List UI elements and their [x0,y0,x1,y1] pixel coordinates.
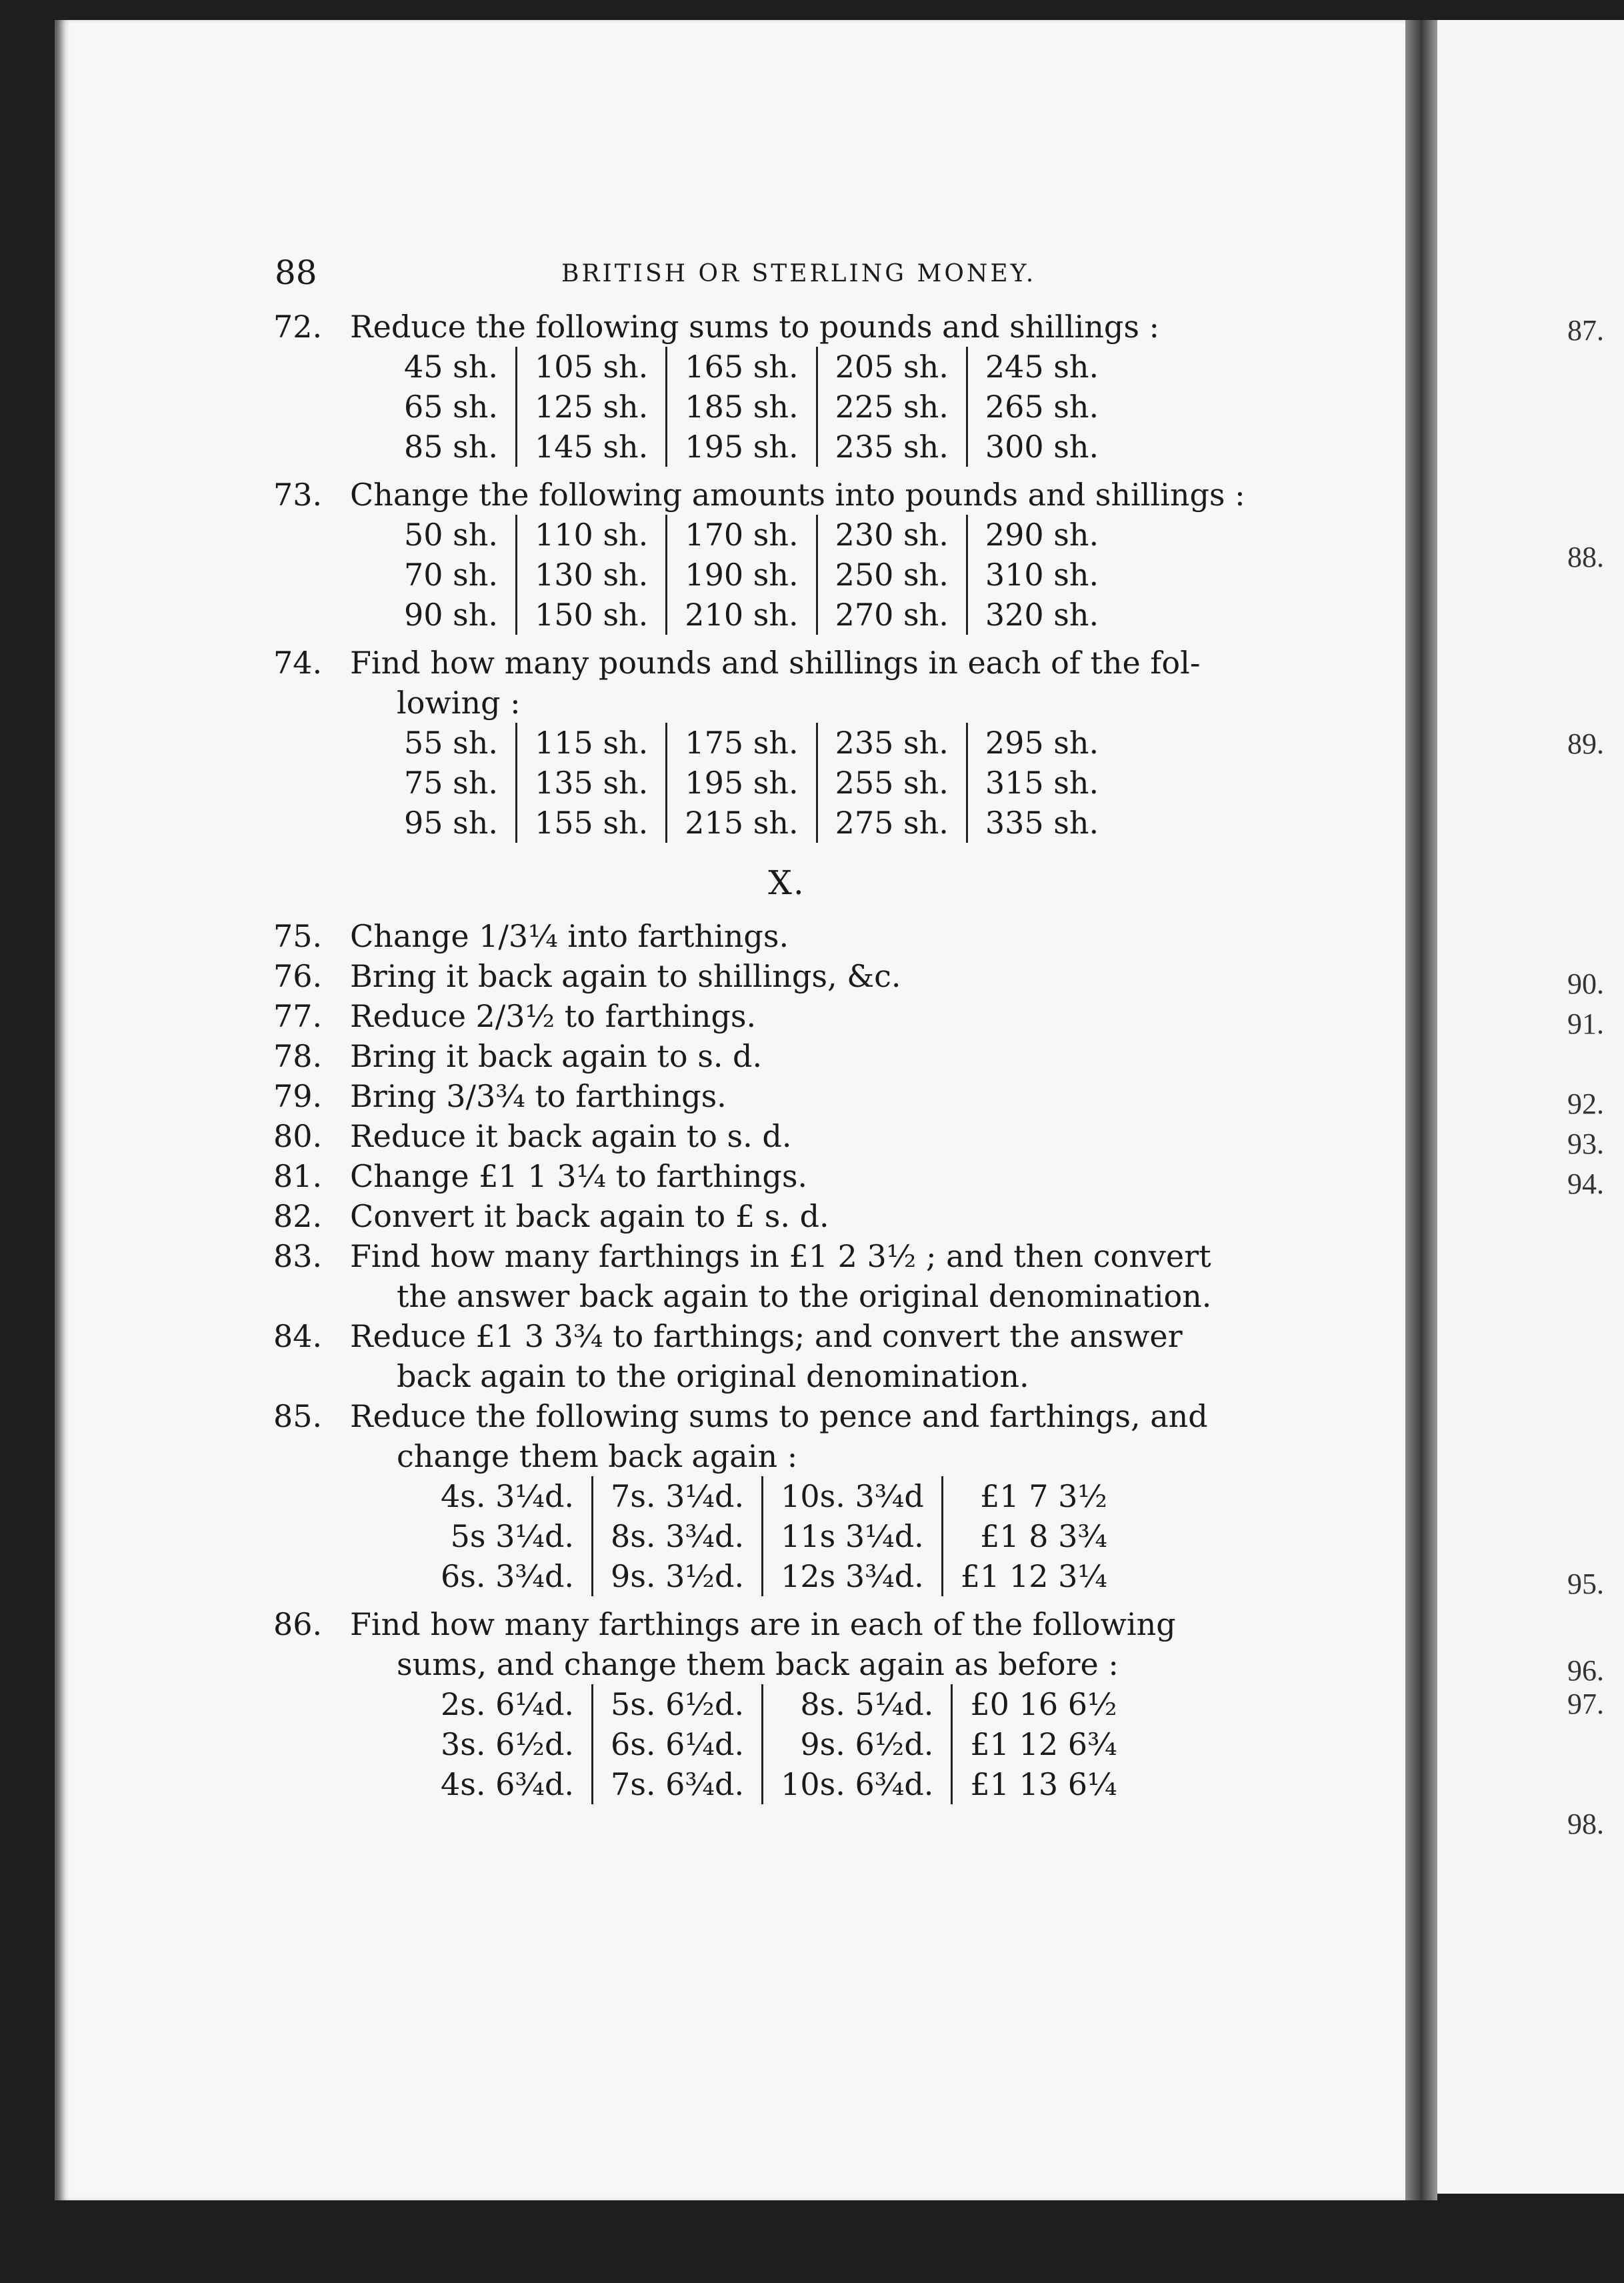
exercise-text: Find how many pounds and shillings in each of the fol- [350,645,1201,681]
table-cell: 250 sh. [817,555,967,595]
exercise-text: Reduce the following sums to pence and farthings, and [350,1398,1208,1434]
exercise-text: Find how many farthings in £1 2 3½ ; and then convert [350,1238,1211,1274]
table-row [387,555,1116,595]
exercise-item [273,1116,1300,1156]
table-row [387,595,1116,635]
exercise-text: Reduce it back again to s. d. [350,1118,792,1154]
table-cell: 125 sh. [517,387,667,427]
exercise-number: 80. [273,1118,323,1154]
exercise-text: Bring it back again to s. d. [350,1038,763,1074]
exercise-number: 81. [273,1158,323,1194]
table-row [387,387,1116,427]
table-cell: 190 sh. [667,555,817,595]
exercise-text: Bring it back again to shillings, &c. [350,958,901,994]
page-header [275,253,1341,300]
exercise-text-continued: lowing : [397,685,521,721]
table-cell: 8s. 5¼d. [763,1684,952,1724]
exercise-item [273,643,1300,723]
exercise-text: Change 1/3¼ into farthings. [350,918,789,954]
table-cell: 10s. 3¾d [763,1476,943,1516]
table-cell: 4s. 3¼d. [441,1478,575,1514]
table-row [387,803,1116,843]
table-cell: 7s. 6¾d. [593,1764,763,1804]
table-cell: 265 sh. [967,387,1116,427]
table-cell: 235 sh. [817,723,967,763]
table-row [423,1764,1135,1804]
table-row [387,723,1116,763]
section-heading: X. [768,863,805,902]
exercise-text-continued: back again to the original denomination. [397,1358,1029,1394]
exercise-item [273,475,1300,515]
table-cell: 8s. 3¾d. [593,1516,763,1556]
exercise-text: Reduce £1 3 3¾ to farthings; and convert the answer [350,1318,1183,1354]
exercise-number: 86. [273,1606,323,1642]
exercise-text: Find how many farthings are in each of the following [350,1606,1176,1642]
exercise-item [273,1156,1300,1196]
page-number: 88 [275,253,317,292]
exercise-text-continued: the answer back again to the original denomination. [397,1278,1212,1314]
table-cell: 5s 3¼d. [450,1518,575,1554]
book-gutter [1405,20,1437,2200]
exercise-text: Reduce the following sums to pounds and shillings : [350,309,1160,345]
table-cell: 10s. 6¾d. [763,1764,952,1804]
exercise-number: 83. [273,1238,323,1274]
table-cell: 175 sh. [667,723,817,763]
exercise-number: 79. [273,1078,323,1114]
adjacent-page-number: 95. [1567,1568,1604,1600]
table-cell: 300 sh. [967,427,1116,467]
table-cell: 12s 3¾d. [763,1556,943,1596]
table-cell: 315 sh. [967,763,1116,803]
table-cell: 320 sh. [967,595,1116,635]
table-cell: 105 sh. [517,347,667,387]
table-cell: 295 sh. [967,723,1116,763]
adjacent-page-number: 90. [1567,967,1604,1000]
exercise-number: 84. [273,1318,323,1354]
table-row [387,515,1116,555]
table-cell: 255 sh. [817,763,967,803]
exercise-item [273,1604,1300,1684]
exercise-text: Change the following amounts into pounds and shillings : [350,477,1245,513]
table-cell: 130 sh. [517,555,667,595]
table-cell: 195 sh. [667,763,817,803]
table-cell: 4s. 6¾d. [441,1766,575,1802]
table-cell: 290 sh. [967,515,1116,555]
exercise-item [273,1076,1300,1116]
sums-table [423,1684,1135,1804]
table-cell: 55 sh. [404,725,499,761]
table-cell: 6s. 6¼d. [593,1724,763,1764]
exercise-number: 77. [273,998,323,1034]
table-cell: 165 sh. [667,347,817,387]
table-cell: £1 12 6¾ [952,1724,1135,1764]
exercise-content [273,307,1300,1812]
table-row [387,763,1116,803]
table-cell: 90 sh. [404,597,499,633]
table-cell: 135 sh. [517,763,667,803]
adjacent-page-number: 88. [1567,541,1604,573]
table-cell: 45 sh. [404,349,499,385]
adjacent-page [1437,20,1624,2194]
table-cell: 185 sh. [667,387,817,427]
sums-table [387,723,1116,843]
table-cell: 75 sh. [404,765,499,801]
table-row [423,1516,1125,1556]
exercise-text-continued: change them back again : [397,1438,798,1474]
exercise-item [273,956,1300,996]
exercise-item [273,1236,1300,1316]
table-cell: 115 sh. [517,723,667,763]
table-cell: 210 sh. [667,595,817,635]
table-row [423,1684,1135,1724]
exercise-number: 74. [273,645,323,681]
adjacent-page-number: 89. [1567,727,1604,760]
table-cell: 310 sh. [967,555,1116,595]
table-cell: 335 sh. [967,803,1116,843]
table-row [423,1556,1125,1596]
table-cell: 170 sh. [667,515,817,555]
adjacent-page-number: 91. [1567,1007,1604,1040]
table-cell: 65 sh. [404,389,499,425]
running-head: BRITISH OR STERLING MONEY. [561,260,1037,287]
exercise-item [273,916,1300,956]
table-cell: 270 sh. [817,595,967,635]
exercise-number: 82. [273,1198,323,1234]
exercise-text: Convert it back again to £ s. d. [350,1198,829,1234]
adjacent-page-number: 94. [1567,1168,1604,1200]
sums-table [387,515,1116,635]
table-cell: 95 sh. [404,805,499,841]
table-cell: £1 7 3½ [942,1476,1125,1516]
table-cell: 275 sh. [817,803,967,843]
adjacent-page-number: 96. [1567,1654,1604,1687]
table-cell: 3s. 6½d. [441,1726,575,1762]
adjacent-page-number: 92. [1567,1087,1604,1120]
table-cell: £0 16 6½ [952,1684,1135,1724]
table-cell: 235 sh. [817,427,967,467]
table-cell: 5s. 6½d. [593,1684,763,1724]
table-cell: 225 sh. [817,387,967,427]
adjacent-page-number: 93. [1567,1127,1604,1160]
table-cell: 6s. 3¾d. [441,1558,575,1594]
table-row [387,427,1116,467]
table-cell: 70 sh. [404,557,499,593]
table-cell: 7s. 3¼d. [593,1476,763,1516]
adjacent-page-number: 97. [1567,1688,1604,1720]
exercise-number: 73. [273,477,323,513]
sums-table [423,1476,1125,1596]
exercise-item [273,996,1300,1036]
table-cell: 50 sh. [404,517,499,553]
table-cell: 230 sh. [817,515,967,555]
exercise-item [273,1036,1300,1076]
exercise-item [273,307,1300,347]
table-row [387,347,1116,387]
table-cell: 11s 3¼d. [763,1516,943,1556]
exercise-text: Reduce 2/3½ to farthings. [350,998,757,1034]
exercise-number: 75. [273,918,323,954]
table-cell: 110 sh. [517,515,667,555]
exercise-number: 72. [273,309,323,345]
exercise-number: 78. [273,1038,323,1074]
exercise-text-continued: sums, and change them back again as before : [397,1646,1119,1682]
exercise-item [273,1316,1300,1396]
table-cell: 205 sh. [817,347,967,387]
adjacent-page-number: 87. [1567,314,1604,347]
table-cell: £1 12 3¼ [942,1556,1125,1596]
table-cell: £1 8 3¾ [942,1516,1125,1556]
table-cell: 85 sh. [404,429,499,465]
adjacent-page-number: 98. [1567,1808,1604,1840]
table-cell: £1 13 6¼ [952,1764,1135,1804]
exercise-text: Bring 3/3¾ to farthings. [350,1078,727,1114]
sums-table [387,347,1116,467]
table-cell: 9s. 6½d. [763,1724,952,1764]
exercise-number: 85. [273,1398,323,1434]
table-cell: 245 sh. [967,347,1116,387]
table-cell: 145 sh. [517,427,667,467]
table-row [423,1476,1125,1516]
table-cell: 215 sh. [667,803,817,843]
exercise-item [273,1396,1300,1476]
table-row [423,1724,1135,1764]
table-cell: 195 sh. [667,427,817,467]
exercise-text: Change £1 1 3¼ to farthings. [350,1158,808,1194]
exercise-item [273,1196,1300,1236]
table-cell: 150 sh. [517,595,667,635]
table-cell: 9s. 3½d. [593,1556,763,1596]
exercise-number: 76. [273,958,323,994]
table-cell: 2s. 6¼d. [441,1686,575,1722]
table-cell: 155 sh. [517,803,667,843]
